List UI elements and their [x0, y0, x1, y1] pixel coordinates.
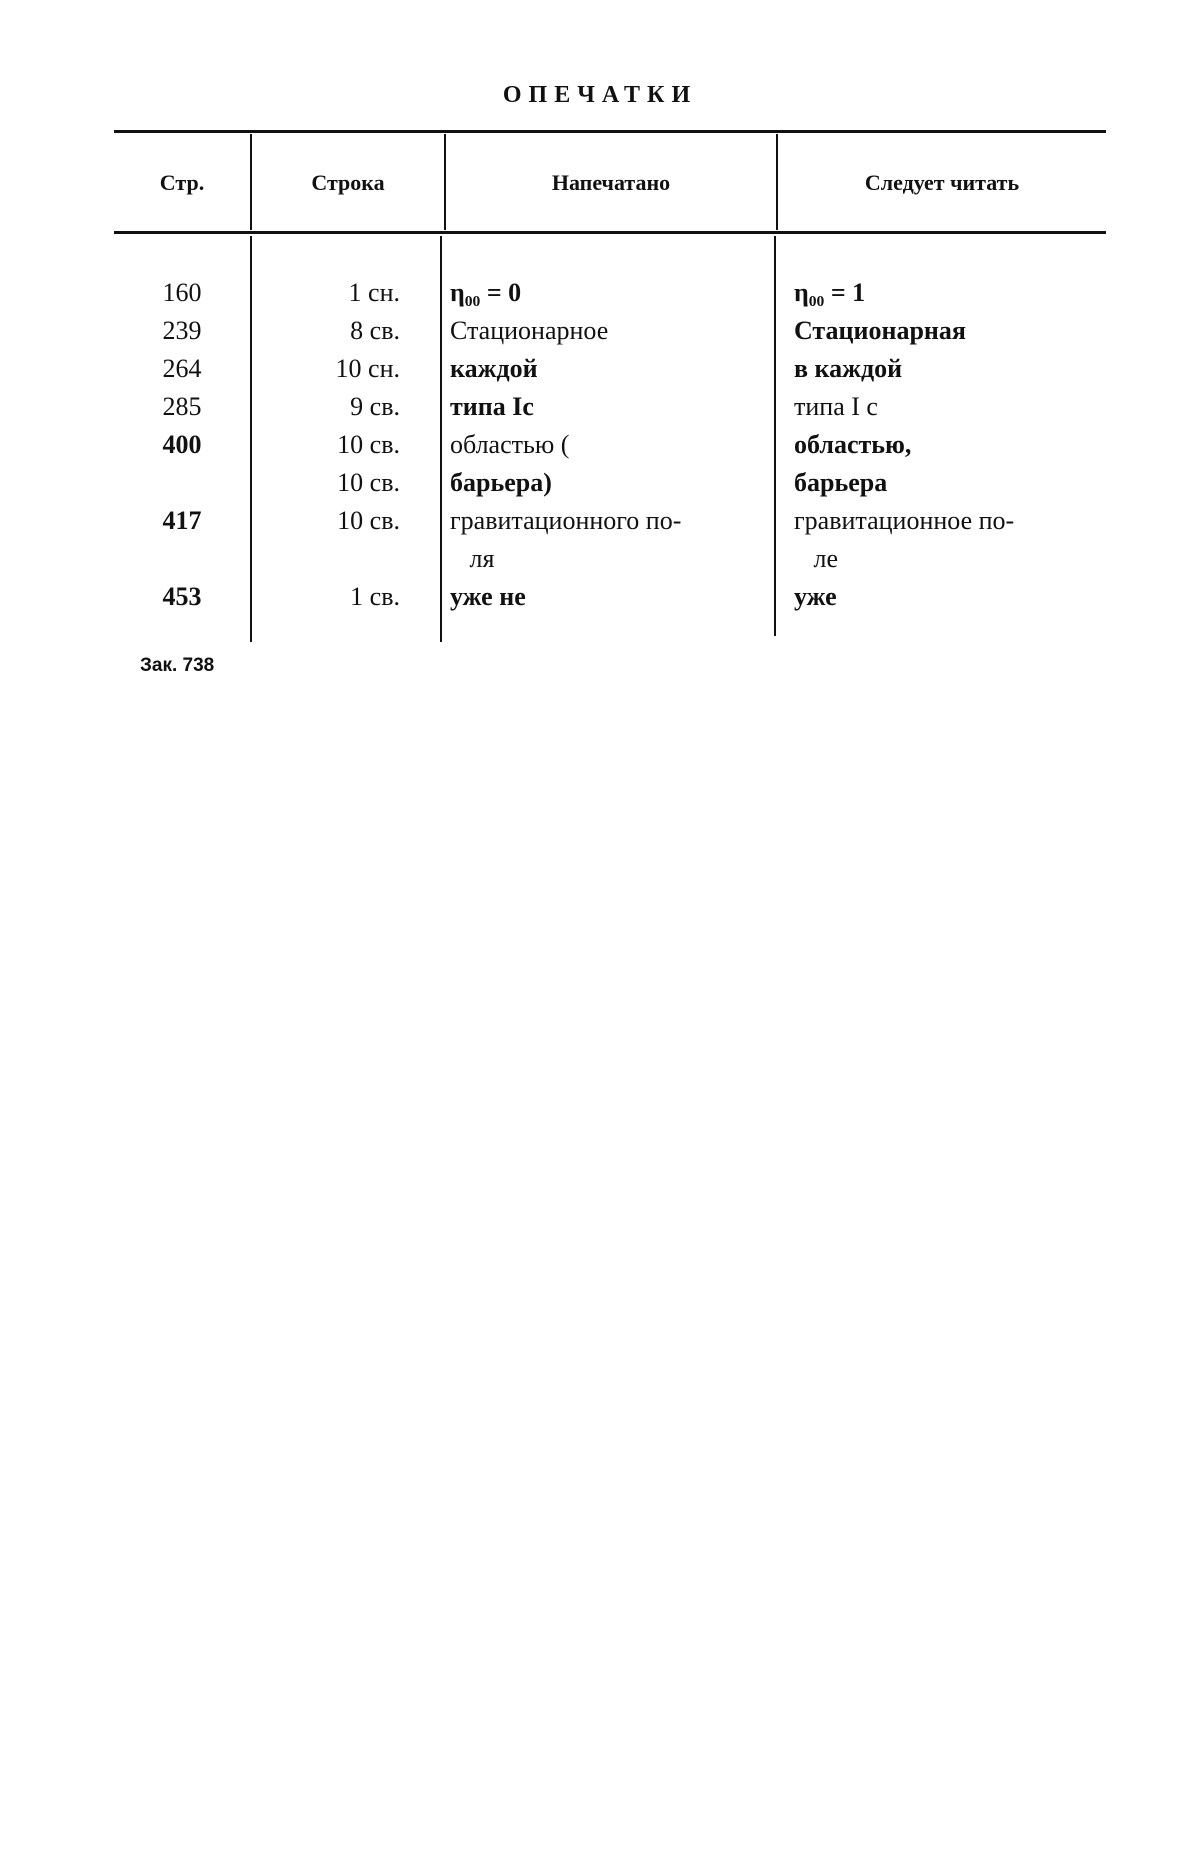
table-row: [114, 316, 1106, 354]
header-line: Строка: [311, 170, 385, 195]
table-top-rule: [114, 130, 1106, 133]
cell-correct: ле: [794, 544, 839, 573]
table-row: [114, 506, 1106, 544]
cell-correct: η₀₀ = 1: [794, 278, 866, 307]
cell-page: 417: [162, 506, 202, 535]
cell-printed: η₀₀ = 0: [450, 278, 522, 307]
cell-correct: Стационарная: [794, 316, 966, 345]
cell-line: 10 св.: [337, 506, 400, 535]
cell-line: 8 св.: [350, 316, 400, 345]
table-row: [114, 354, 1106, 392]
header-page: Стр.: [159, 170, 205, 195]
header-printed: Напечатано: [551, 170, 671, 195]
cell-page: 285: [162, 392, 202, 421]
cell-line: 1 св.: [350, 582, 400, 611]
order-number: Зак. 738: [140, 655, 215, 676]
cell-page: 400: [162, 430, 202, 459]
cell-line: 1 сн.: [348, 278, 400, 307]
cell-printed: ля: [450, 544, 495, 573]
header-correct: Следует читать: [864, 170, 1020, 195]
cell-correct: уже: [794, 582, 837, 611]
table-row: [114, 544, 1106, 582]
table-row: [114, 430, 1106, 468]
table-header-rule: [114, 231, 1106, 234]
cell-page: 160: [162, 278, 202, 307]
cell-correct: гравитационное по-: [794, 506, 1015, 535]
table-row: [114, 278, 1106, 316]
table-row: [114, 468, 1106, 506]
cell-correct: областью,: [794, 430, 912, 459]
cell-printed: Стационарное: [450, 316, 609, 345]
cell-line: 10 сн.: [335, 354, 400, 383]
cell-correct: типа I с: [794, 392, 878, 421]
table-row: [114, 582, 1106, 620]
cell-printed: типа Ic: [450, 392, 534, 421]
cell-printed: областью (: [450, 430, 570, 459]
cell-correct: барьера: [794, 468, 888, 497]
cell-correct: в каждой: [794, 354, 903, 383]
cell-printed: гравитационного по-: [450, 506, 682, 535]
cell-page: 264: [162, 354, 202, 383]
cell-printed: каждой: [450, 354, 538, 383]
cell-page: 239: [162, 316, 202, 345]
table-row: [114, 392, 1106, 430]
page-title: ОПЕЧАТКИ: [502, 82, 698, 108]
cell-printed: уже не: [450, 582, 526, 611]
cell-line: 9 св.: [350, 392, 400, 421]
cell-line: 10 св.: [337, 430, 400, 459]
cell-page: 453: [162, 582, 202, 611]
cell-printed: барьера): [450, 468, 552, 497]
cell-line: 10 св.: [337, 468, 400, 497]
